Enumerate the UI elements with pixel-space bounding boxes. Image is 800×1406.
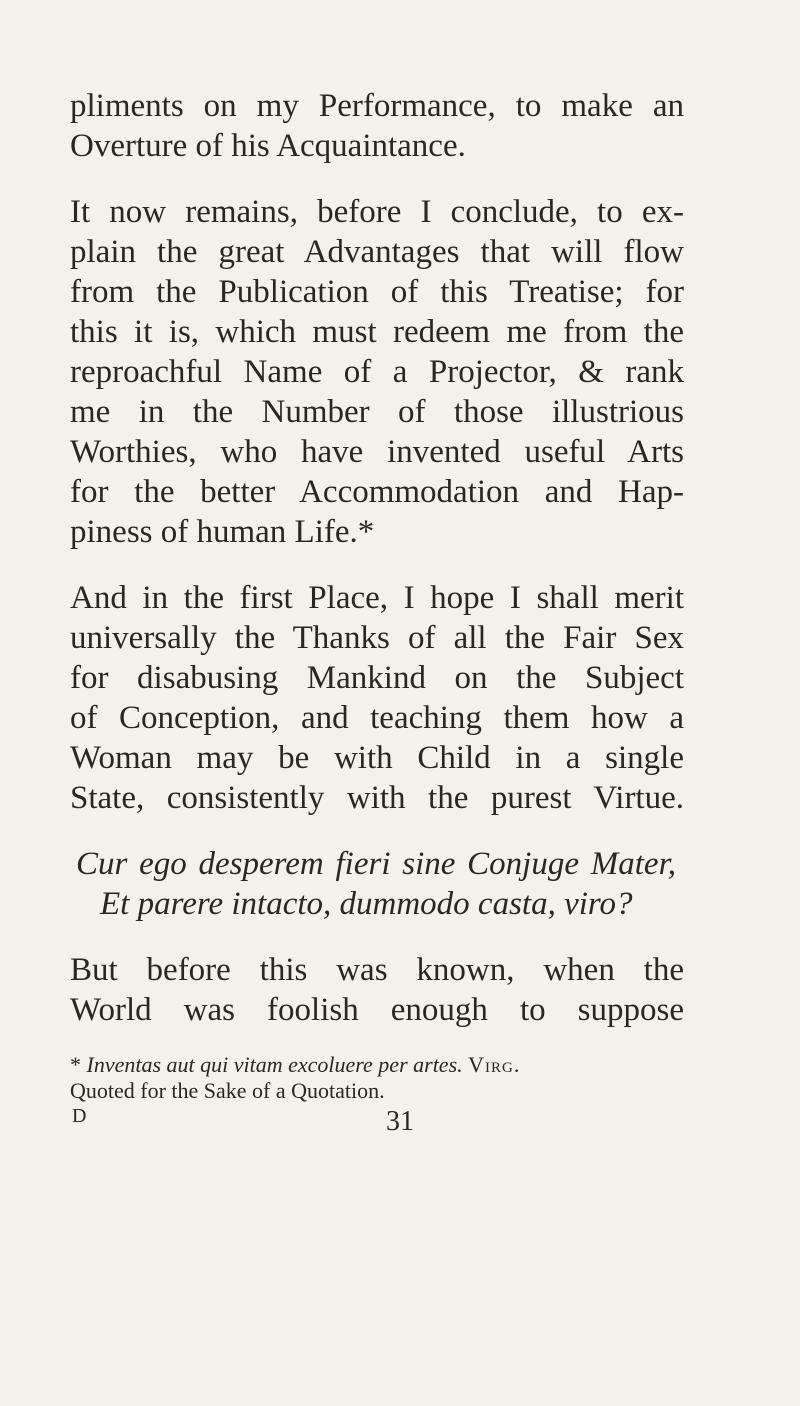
text-line: But before this was known, when the <box>70 952 684 988</box>
verse-line: Cur ego desperem fieri sine Conjuge Mater, <box>76 846 676 882</box>
text-line: And in the first Place, I hope I shall merit <box>70 580 684 616</box>
text-line: Overture of his Acquaintance. <box>70 128 466 164</box>
text-line: plain the great Advantages that will flow <box>70 234 684 270</box>
text-line: universally the Thanks of all the Fair Sex <box>70 620 684 656</box>
text-line: State, consistently with the purest Virtue. <box>70 780 684 816</box>
text-line: piness of human Life.* <box>70 514 375 550</box>
footnote-mark: * <box>70 1052 81 1077</box>
text-line: Woman may be with Child in a single <box>70 740 684 776</box>
text-line: It now remains, before I conclude, to ex- <box>70 194 684 230</box>
text-line: World was foolish enough to suppose <box>70 992 684 1028</box>
verse-line: Et parere intacto, dummodo casta, viro? <box>100 886 633 922</box>
text-line: this it is, which must redeem me from the <box>70 314 684 350</box>
footnote-line: Quoted for the Sake of a Quotation. <box>70 1078 385 1103</box>
text-line: reproachful Name of a Projector, & rank <box>70 354 684 390</box>
text-line: from the Publication of this Treatise; for <box>70 274 684 310</box>
text-line: for disabusing Mankind on the Subject <box>70 660 684 696</box>
text-line: Worthies, who have invented useful Arts <box>70 434 684 470</box>
footnote-quote: Inventas aut qui vitam excoluere per artes. <box>86 1052 463 1077</box>
page-number: 31 <box>386 1106 414 1137</box>
signature-mark: D <box>72 1105 87 1127</box>
footnote-line <box>70 1052 684 1078</box>
text-line: pliments on my Performance, to make an <box>70 88 684 124</box>
text-line: me in the Number of those illustrious <box>70 394 684 430</box>
text-line: of Conception, and teaching them how a <box>70 700 684 736</box>
text-line: for the better Accommodation and Hap- <box>70 474 684 510</box>
footnote-author: Virg. <box>468 1052 521 1077</box>
